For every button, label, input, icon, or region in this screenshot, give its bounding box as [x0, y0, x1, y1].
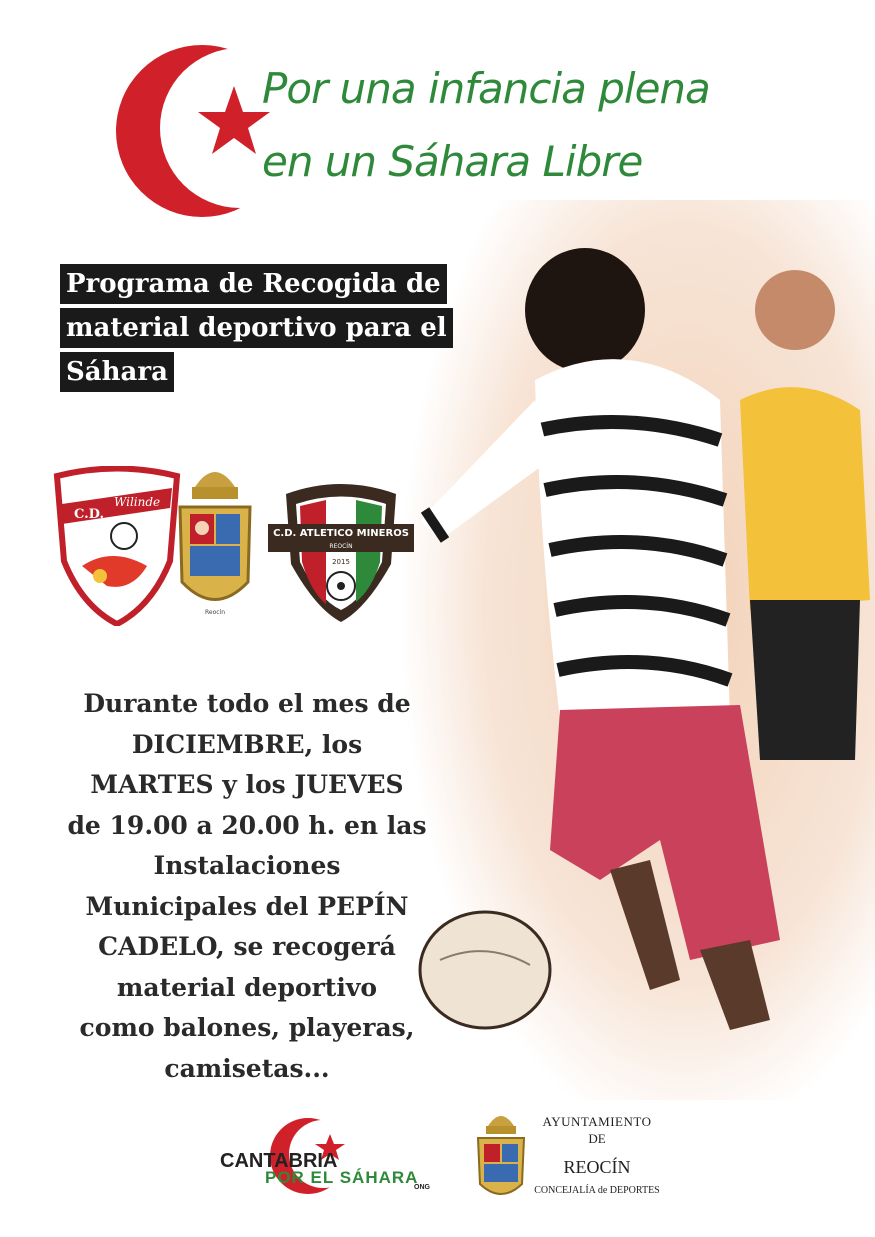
wilinde-club-crest-icon: [52, 466, 182, 626]
schedule-line: CADELO, se recogerá: [98, 932, 396, 961]
program-title-line-1: Programa de Recogida de: [60, 264, 447, 304]
wilinde-text-cd: C.D.: [74, 507, 104, 522]
schedule-line: Instalaciones: [153, 851, 341, 880]
cantabria-name: CANTABRIA: [220, 1150, 338, 1172]
crescent-star-icon: [112, 36, 282, 226]
reocin-coat-of-arms-icon: [170, 452, 260, 622]
ayuntamiento-town: REOCÍN: [563, 1157, 631, 1177]
schedule-line: camisetas...: [164, 1053, 330, 1083]
mineros-text-name: C.D. ATLETICO MINEROS: [273, 528, 409, 539]
ayuntamiento-label: AYUNTAMIENTO: [542, 1114, 652, 1129]
schedule-text: [52, 684, 442, 1089]
cantabria-subtitle: POR EL SÁHARA: [265, 1168, 419, 1187]
mineros-text-year: 2015: [332, 558, 350, 566]
ayuntamiento-coat-of-arms-icon: [472, 1104, 530, 1204]
program-title-line-2: material deportivo para el: [60, 308, 453, 348]
schedule-line: Durante todo el mes de: [83, 689, 411, 718]
schedule-line: de 19.00 a 20.00 h. en las: [67, 810, 427, 840]
mineros-text-town: REOCÍN: [329, 543, 353, 550]
ayuntamiento-de-label: DE: [588, 1131, 606, 1146]
schedule-line: material deportivo: [116, 972, 378, 1002]
schedule-line: Municipales del PEPÍN: [85, 891, 409, 921]
wilinde-text-town: Reocín: [130, 513, 157, 522]
wilinde-text-name: Wilinde: [114, 495, 161, 509]
children-playing-football-photo: [400, 200, 875, 1100]
schedule-line: DICIEMBRE, los: [131, 729, 363, 759]
slogan-line-2: en un Sáhara Libre: [262, 137, 643, 186]
slogan-line-1: Por una infancia plena: [262, 64, 710, 113]
reocin-crest-label: Reocín: [204, 609, 226, 616]
mineros-club-crest-icon: [266, 474, 416, 624]
program-title-line-3: Sáhara: [60, 352, 174, 392]
concejalia-label: CONCEJALÍA de DEPORTES: [534, 1185, 660, 1196]
schedule-line: como balones, playeras,: [79, 1013, 415, 1042]
schedule-line: MARTES y los JUEVES: [90, 770, 404, 799]
cantabria-ong-label: ONG: [414, 1184, 430, 1191]
